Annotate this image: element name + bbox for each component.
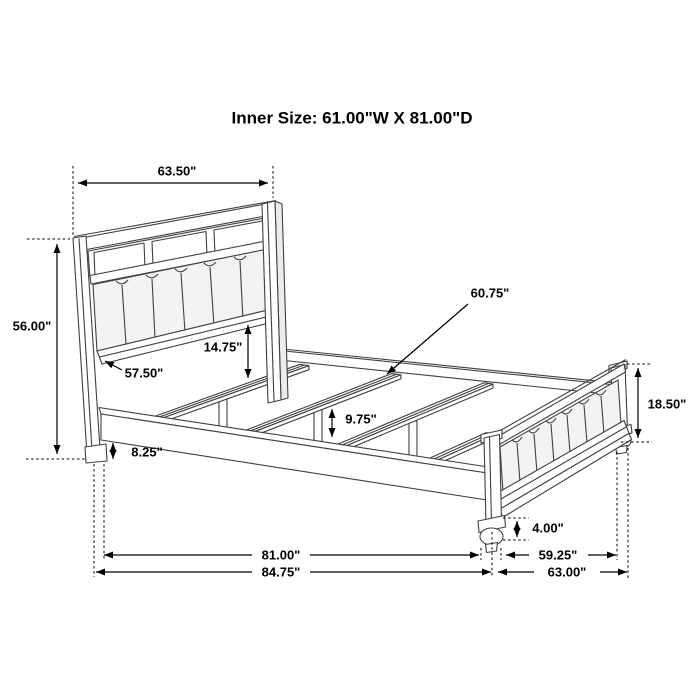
dim-label-slat-floor-clearance: 9.75"	[345, 411, 377, 427]
dim-label-foot-height: 4.00"	[532, 520, 564, 536]
dim-label-headboard-width: 63.50"	[157, 163, 197, 179]
inner-size-title: Inner Size: 61.00"W X 81.00"D	[231, 108, 473, 128]
dim-label-rail-floor-clearance: 8.25"	[131, 444, 163, 460]
dim-label-headboard-inner-width: 57.50"	[124, 365, 164, 381]
dim-label-panel-to-slat: 14.75"	[203, 339, 243, 355]
dim-label-footboard-inner-width: 59.25"	[538, 547, 578, 563]
dim-label-overall-depth: 84.75"	[261, 564, 301, 580]
dim-label-headboard-height: 56.00"	[12, 318, 52, 334]
dim-label-slat-length: 60.75"	[470, 285, 510, 301]
dim-label-footboard-width: 63.00"	[547, 564, 587, 580]
far-side-rail	[273, 348, 616, 395]
dim-label-inner-depth: 81.00"	[261, 547, 301, 563]
dim-label-footboard-height: 18.50"	[647, 396, 687, 412]
